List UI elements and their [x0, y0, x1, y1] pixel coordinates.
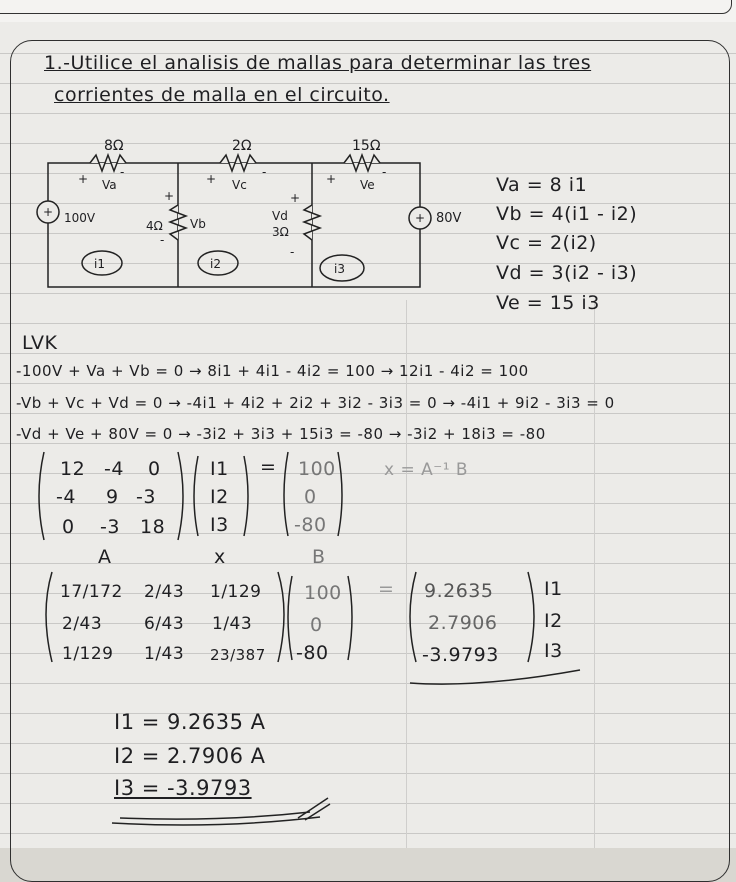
- lvk-equation-2: -Vb + Vc + Vd = 0 → -4i1 + 4i2 + 2i2 + 3i2 - 3i3 = 0 → -4i1 + 9i2 - 3i3 = 0: [16, 394, 615, 412]
- vector-x-i2: I2: [210, 486, 229, 508]
- matrix-a-r3c2: -3: [100, 516, 120, 538]
- result-label-i1: I1: [544, 578, 563, 600]
- lvk-equation-3: -Vd + Ve + 80V = 0 → -3i2 + 3i3 + 15i3 = -80 → -3i2 + 18i3 = -80: [16, 425, 546, 443]
- relation-vb: Vb = 4(i1 - i2): [496, 203, 638, 225]
- label-a: A: [98, 546, 112, 568]
- relation-ve: Ve = 15 i3: [496, 292, 600, 314]
- va-plus: +: [78, 172, 89, 186]
- inverse-r1c1: 17/172: [60, 582, 123, 602]
- source-80v-label: 80V: [436, 211, 462, 226]
- result-i2: 2.7906: [428, 612, 498, 634]
- mesh-i2-label: i2: [210, 257, 221, 271]
- vector-b-r3: -80: [294, 514, 327, 536]
- ve-label: Ve: [360, 178, 375, 192]
- inverse-r1c2: 2/43: [144, 582, 185, 602]
- result-i1: 9.2635: [424, 580, 494, 602]
- lvk-equation-1: -100V + Va + Vb = 0 → 8i1 + 4i1 - 4i2 = 100 → 12i1 - 4i2 = 100: [16, 362, 529, 380]
- inverse-r2c2: 6/43: [144, 614, 185, 634]
- resistor-8-label: 8Ω: [104, 138, 124, 154]
- result-i3: -3.9793: [422, 644, 499, 666]
- ve-minus: -: [382, 165, 387, 179]
- label-b: B: [312, 546, 326, 568]
- vector-b2-r1: 100: [304, 582, 342, 604]
- vc-minus: -: [262, 165, 267, 179]
- inverse-r3c2: 1/43: [144, 644, 185, 664]
- vector-b2-r2: 0: [310, 614, 323, 636]
- vc-plus: +: [206, 172, 217, 186]
- vb-label: Vb: [190, 217, 206, 231]
- matrix-a-r2c3: -3: [136, 486, 156, 508]
- lvk-label: LVK: [22, 332, 58, 354]
- inverse-r2c3: 1/43: [212, 614, 253, 634]
- va-minus: -: [120, 165, 125, 179]
- va-label: Va: [102, 178, 117, 192]
- vd-minus: -: [290, 245, 295, 259]
- resistor-2-label: 2Ω: [232, 138, 252, 154]
- inverse-r1c3: 1/129: [210, 582, 262, 602]
- matrix-a-r1c1: 12: [60, 458, 86, 480]
- resistor-4-label: 4Ω: [146, 219, 163, 233]
- result-label-i2: I2: [544, 610, 563, 632]
- inverse-r2c1: 2/43: [62, 614, 103, 634]
- vector-b-r2: 0: [304, 486, 317, 508]
- matrix-a-r2c1: -4: [56, 486, 76, 508]
- problem-statement-line-1: 1.-Utilice el analisis de mallas para determinar las tres: [44, 52, 592, 74]
- mesh-i3-label: i3: [334, 262, 345, 276]
- solution-formula: x = A⁻¹ B: [384, 460, 469, 480]
- matrix-a-r1c2: -4: [104, 458, 124, 480]
- relation-vc: Vc = 2(i2): [496, 232, 597, 254]
- resistor-15-label: 15Ω: [352, 138, 381, 154]
- equals-sign-1: =: [260, 456, 277, 478]
- vector-x-i1: I1: [210, 458, 229, 480]
- mesh-i1-label: i1: [94, 257, 105, 271]
- final-answer-i2: I2 = 2.7906 A: [114, 744, 266, 768]
- relation-va: Va = 8 i1: [496, 174, 588, 196]
- matrix-a-r3c1: 0: [62, 516, 75, 538]
- matrix-a-r3c3: 18: [140, 516, 166, 538]
- ve-plus: +: [326, 172, 337, 186]
- resistor-3-label: 3Ω: [272, 225, 289, 239]
- vector-x-i3: I3: [210, 514, 229, 536]
- vb-plus: +: [164, 189, 175, 203]
- vd-label: Vd: [272, 209, 288, 223]
- vd-plus: +: [290, 191, 301, 205]
- final-answer-i3: I3 = -3.9793: [114, 776, 252, 800]
- inverse-r3c1: 1/129: [62, 644, 114, 664]
- inverse-r3c3: 23/387: [210, 646, 266, 664]
- vc-label: Vc: [232, 178, 247, 192]
- source-right-plus: +: [415, 211, 426, 225]
- vb-minus: -: [160, 233, 165, 247]
- problem-statement-line-2: corrientes de malla en el circuito.: [54, 84, 390, 106]
- source-100v-label: 100V: [64, 211, 96, 225]
- result-label-i3: I3: [544, 640, 563, 662]
- matrix-a-r2c2: 9: [106, 486, 119, 508]
- label-x: x: [214, 546, 226, 568]
- vector-b-r1: 100: [298, 458, 336, 480]
- final-answer-i1: I1 = 9.2635 A: [114, 710, 266, 734]
- relation-vd: Vd = 3(i2 - i3): [496, 262, 638, 284]
- matrix-a-r1c3: 0: [148, 458, 161, 480]
- equals-sign-2: =: [378, 578, 395, 600]
- source-left-plus: +: [43, 205, 54, 219]
- vector-b2-r3: -80: [296, 642, 329, 664]
